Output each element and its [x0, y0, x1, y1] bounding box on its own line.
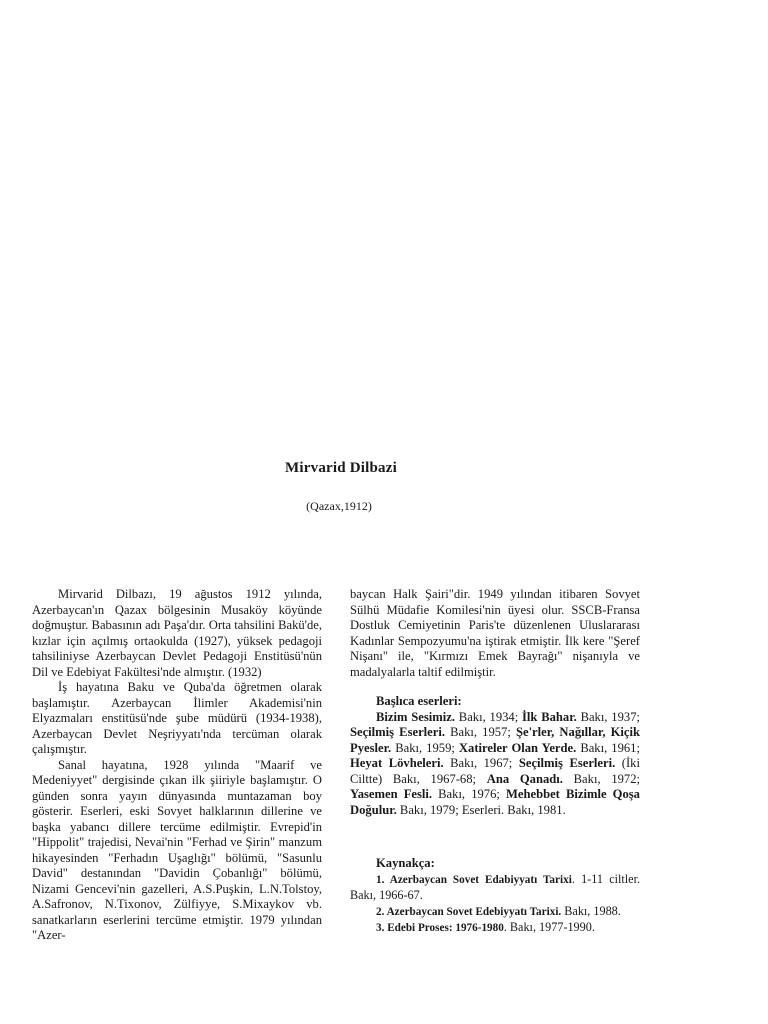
works-heading: Başlıca eserleri: [376, 694, 462, 708]
source-item [350, 920, 640, 937]
source-detail: . Bakı, 1977-1990. [503, 920, 595, 934]
work-detail: Bakı, 1979; Eserleri. Bakı, 1981. [396, 802, 566, 817]
bio-continuation: baycan Halk Şairi"dir. 1949 yılından itibaren Sovyet Sülhü Müdafie Komilesi'nin üyesi olur. SSCB-Fransa Dostluk Cemiyetinin Paris'te düzenlenen Uluslararası Kadınlar Sempozyumu'na iştirak etmiştir. İlk kere "Şeref Nişanı" ile, "Kırmızı Emek Bayrağı" nişanıyla ve madalyalarla taltif edilmiştir. [350, 587, 640, 679]
source-title: Edebi Proses: 1976-1980 [387, 922, 504, 934]
work-detail: Bakı, 1957; [445, 725, 516, 739]
work-title: Şe'rler, Nağıllar, Kiçik Pyesler. [350, 725, 640, 755]
work-detail: Bakı, 1961; [576, 740, 640, 755]
work-detail: Bakı, 1972; [562, 771, 641, 786]
bio-paragraph: İş hayatına Baku ve Quba'da öğretmen olarak başlamıştır. Azerbaycan İlimler Akademisi'nin Elyazmaları enstitüsü'nde şube müdürü (1934-1938), Azerbaycan Devlet Neşriyyatı'nda tercüman olarak çalışmıştır. [32, 680, 322, 756]
work-title: Bizim Sesimiz. [376, 709, 455, 724]
source-item [350, 872, 640, 904]
right-column [350, 587, 640, 937]
source-number: 3. [376, 922, 388, 934]
left-column [32, 587, 322, 944]
bio-paragraph: Sanal hayatına, 1928 yılında "Maarif ve Medeniyyet" dergisinde çıkan ilk şiiriyle başlamıştır. O günden sonra yayın dünyasında muntazaman boy gösterir. Eserleri, eski Sovyet halklarının dillerine ve başka yabancı dillere tercüme edilmiştir. Evrepid'in "Hippolit" trajedisi, Nevai'nin "Ferhad ve Şirin" manzum hikayesinden "Ferhadın Uşaglığı" bölümü, "Sasunlu David" destanından "Davidin Çobanlığı" bölümü, Nizami Gencevi'nin gazelleri, A.S.Puşkin, L.N.Tolstoy, A.Safronov, N.Tixonov, Zülfiyye, S.Mixaykov vb. sanatkarların eserlerini tercüme etmiştir. 1979 yılından "Azer- [32, 757, 322, 942]
source-detail: Bakı, 1988. [561, 903, 621, 918]
work-detail: Bakı, 1976; [432, 787, 507, 801]
bio-paragraph: Mirvarid Dilbazı, 19 ağustos 1912 yılında, Azerbaycan'ın Qazax bölgesinin Musaköy köyünde doğmuştur. Babasının adı Paşa'dır. Orta tahsilini Bakü'de, kızlar için açılmış ortaokulda (1927), yüksek pedagoji tahsiliniyse Azerbaycan Devlet Pedagoji Enstitüsü'nün Dil ve Edebiyat Fakültesi'nde almıştır. (1932) [32, 587, 322, 679]
work-detail: Bakı, 1937; [576, 709, 640, 724]
work-title: Seçilmiş Eserleri. [518, 756, 616, 770]
source-item [350, 904, 640, 921]
work-detail: (İki Ciltte) Bakı, 1967-68; [350, 756, 640, 786]
work-detail: Bakı, 1967; [443, 756, 519, 770]
work-detail: Bakı, 1959; [391, 740, 459, 755]
sources-section [350, 856, 640, 937]
birth-info: (Qazax,1912) [306, 499, 372, 513]
work-title: Heyat Lövheleri. [350, 756, 444, 770]
source-number: 2. [376, 905, 387, 918]
source-title: Azerbaycan Sovet Edebiyyatı Tarixi. [386, 905, 562, 918]
works-list [350, 710, 640, 819]
work-title: Ana Qanadı. [486, 771, 563, 786]
work-title: Seçilmiş Eserleri. [350, 725, 445, 739]
work-title: Mehebbet Bizimle Qoşa Doğulur. [350, 787, 640, 817]
work-title: Yasemen Fesli. [350, 787, 433, 801]
source-title: Azerbaycan Sovet Edabiyyatı Tarixi [389, 873, 572, 886]
source-number: 1. [376, 873, 390, 886]
page-title: Mirvarid Dilbazi [285, 460, 397, 476]
work-detail: Bakı, 1934; [455, 709, 522, 724]
work-title: Xatireler Olan Yerde. [458, 740, 577, 755]
source-detail: . 1-11 ciltler. Bakı, 1966-67. [350, 871, 641, 902]
sources-heading: Kaynakça: [376, 856, 435, 870]
work-title: İlk Bahar. [522, 709, 577, 724]
